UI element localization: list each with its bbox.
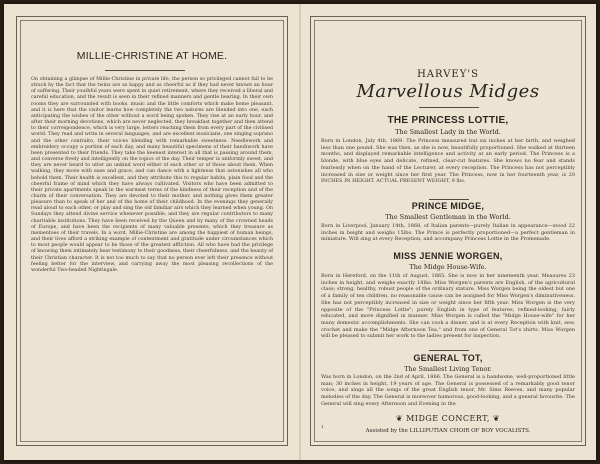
header-harveys: HARVEY'S [417,69,479,80]
booklet-spread [4,4,596,460]
section-subtitle-prince-midge: The Smallest Gentleman in the World. [385,213,511,221]
right-page [310,16,586,446]
assisted-by-line: Assisted by the LILLIPUTIAN CHOIR OF BOY VOCALISTS. [365,428,531,434]
section-subtitle-jennie-worgen: The Midge House-Wife. [409,263,487,271]
section-name-general-tot: GENERAL TOT, [413,353,483,363]
midge-concert-heading [311,414,585,423]
section-name-lottie: THE PRINCESS LOTTIE, [387,115,509,126]
ornament-right-icon: ❦ [489,414,501,423]
spine-fold [299,4,301,460]
section-name-jennie-worgen: MISS JENNIE WORGEN, [393,251,503,261]
header-rule [419,107,479,108]
section-body-general-tot: Was born in London, on the 2nd of April, 1866. The General is a handsome, well-proportioned little man; 30 inches in height, 19 years of age. The General is possessed of a remarkably good tenor voice, and sings all the songs of the great English tenor, Mr. Sims Reeves, and many popular melodies of the day. The General is moreover humorous, good-looking, and a general favourite. The General will sing every Afternoon and Evening in the [321,374,575,407]
section-body-jennie-worgen: Born in Hereford, on the 11th of August, 1865. She is now in her nineteenth year. Measures 23 inches in height, and weighs exactly 18lbs. Miss Worgen's parents are English, of the agricultural class; strong, healthy, robust people of the ordinary stature. Miss Worgen being the oldest but one of a family of ten children, no reasonable cause can be assigned for Miss Worgen's diminutiveness. She has not perceptibly increased in size or weight since her fifth year. Miss Worgen is the very opposite of the "Princess Lottie"; purely English in type of features, refined-looking, fairly educated, and more dignified in manner. Miss Worgen is called the "Midge House-wife" for her many domestic accomplishments. She can cook a dinner, and is at every Reception with knit, sew, crochet and make the "Midge Afternoon Tea," and from one of General Tot's shirts. Miss Worgen will be pleased to submit her work to the ladies present for inspection. [321,273,575,340]
section-rule-1 [429,199,469,200]
midge-concert-text: MIDGE CONCERT, [406,414,490,423]
left-title-rule [105,70,185,71]
left-page-body: On obtaining a glimpse of Millie-Christine in private life, the person so privileged cannot fail to be struck by the fact that the twins are as happy and as cheerful as if they had never known an hour of suffering. Their youthful years were spent in quiet retirement, where they received a liberal and careful education, and the result is seen in their refined manners and gentle bearing. In their own rooms they are surrounded with books, music and the little comforts which make home pleasant, and it is here that the visitor learns how completely the two natures are blended into one, each anticipating the wishes of the other without a word being spoken. They rise at an early hour, and after their morning devotions, which are never neglected, they breakfast together and then attend to their correspondence, which is very large, letters reaching them from every part of the civilised world. They read and write in several languages, and are excellent musicians, one singing soprano and the other contralto, their voices blending with remarkable sweetness. Needlework and embroidery occupy a portion of each day, and many beautiful specimens of their handiwork have been presented to their friends. They take the keenest interest in all that is passing around them, and converse freely and intelligently on the topics of the day. Their temper is uniformly sweet, and they are never heard to utter an unkind word either of each other or of those about them. When walking, they move with ease and grace, and can dance with a lightness that astonishes all who behold them. Their health is excellent, and they attribute this to regular habits, plain food and the cheerful frame of mind which they have always cultivated. Visitors who have been admitted to their private apartments speak in the warmest terms of the kindness of their reception and of the charm of their conversation. They are devoted to their mother, and nothing gives them greater pleasure than to speak of her and of the home of their childhood. In the evenings they generally read aloud to each other, or play and sing the old familiar airs which they learned when young. On Sundays they attend divine service whenever possible, and they are regular contributors to many charitable institutions. They have been received by the Queen and by many of the crowned heads of Europe, and have been the recipients of many valuable presents, which they treasure as mementoes of their travels. In a word, Millie-Christine are among the happiest of human beings, and their lives afford a striking example of contentment and gratitude under circumstances which to most people would appear to be those of the greatest affliction. All who have had the privilege of knowing them intimately bear testimony to their goodness, their cheerfulness, and the beauty of their Christian character. It is not too much to say that no person ever left their presence without feeling better for the interview, and carrying away the most pleasing recollections of the wonderful Two-headed Nightingale. [31,77,273,273]
left-page [16,16,288,446]
page-number: 1 [321,424,324,429]
section-subtitle-lottie: The Smallest Lady in the World. [395,128,501,136]
section-name-prince-midge: PRINCE MIDGE, [411,201,485,211]
ornament-left-icon: ❦ [395,414,407,423]
section-rule-2 [429,350,469,351]
section-body-lottie: Born in London, July 4th, 1869. The Princess measured but six inches at her birth, and weighed less than one pound. She was then, as she is now, beautifully proportioned. She walked at thirteen months, and displayed remarkable intelligence and activity at an early period. The Princess is a blonde, with blue eyes and delicate, refined, clear-cut features. She knows no fear and stands fearlessly when on the hand of the Lecturer, at every reception. The Princess has not perceptibly increased in size or weight since her first year. The Princess, now in her fourteenth year, is 20 INCHES IN HEIGHT. ACTUAL PRESENT WEIGHT, 9 lbs. [321,138,575,185]
section-subtitle-general-tot: The Smallest Living Tenor. [404,365,492,373]
section-body-prince-midge: Born in Liverpool, January 14th, 1868, of Italian parents—purely Italian in appearance—stood 22 inches in height and weighs 15lbs. The Prince is perfectly proportioned—a perfect gentleman in miniature. Will sing at every Reception, and accompany Princess Lottie in the Promenade. [321,223,575,243]
left-page-title: MILLIE-CHRISTINE AT HOME. [76,50,228,62]
header-marvellous-midges: Marvellous Midges [356,81,540,102]
